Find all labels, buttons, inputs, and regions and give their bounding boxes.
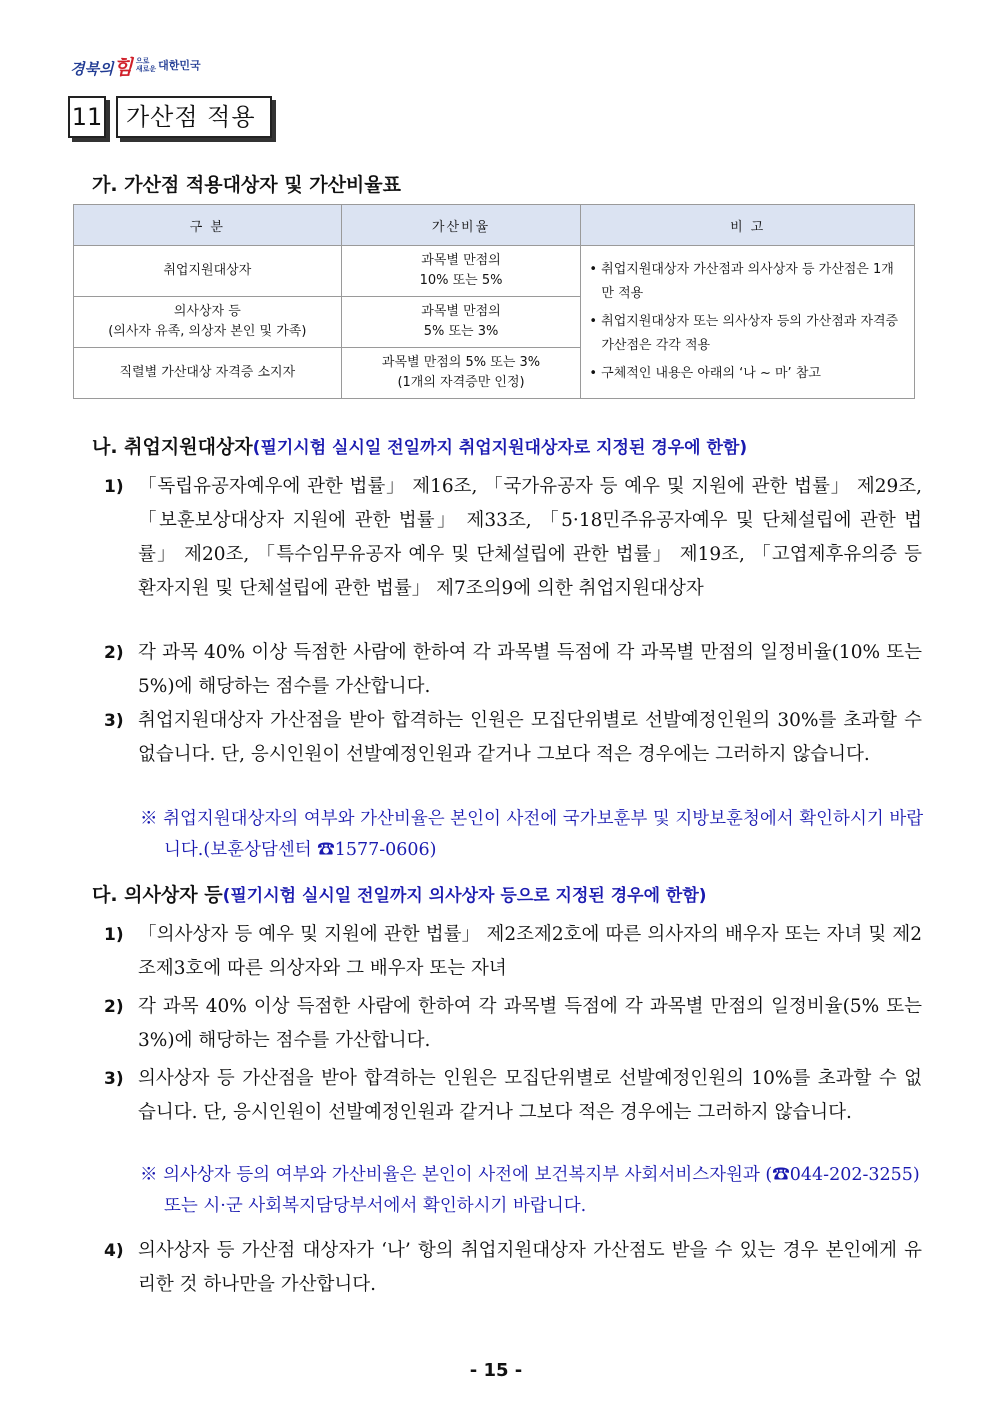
table-cell-category (74, 297, 342, 348)
section-number: 11 (68, 96, 106, 138)
bonus-ratio-table (73, 204, 915, 399)
item-text: 의사상자 등 가산점 대상자가 ‘나’ 항의 취업지원대상자 가산점도 받을 수 있는 경우 본인에게 유리한 것 하나만을 가산합니다. (138, 1240, 922, 1295)
item-number: 3) (104, 711, 124, 731)
page-number: - 15 - (469, 1360, 523, 1381)
list-item (104, 990, 922, 1058)
table-cell-ratio (341, 246, 581, 297)
item-text: 각 과목 40% 이상 득점한 사람에 한하여 각 과목별 득점에 각 과목별 만점의 일정비율(10% 또는 5%)에 해당하는 점수를 가산합니다. (138, 642, 922, 697)
note-item: • 취업지원대상자 가산점과 의사상자 등 가산점은 1개만 적용 (589, 262, 894, 301)
notice-text: ※ 취업지원대상자의 여부와 가산비율은 본인이 사전에 국가보훈부 및 지방보훈청에서 확인하시기 바랍니다.(보훈상담센터 ☎1577-0606) (140, 809, 924, 860)
table-cell-category: 직렬별 가산대상 자격증 소지자 (74, 348, 342, 399)
subsection-b-heading: 나. 취업지원대상자 (92, 436, 253, 458)
header-logo (70, 50, 201, 80)
table-header: 구 분 (74, 205, 342, 246)
subsection-b-title (92, 432, 747, 459)
ratio-line: 과목별 만점의 (421, 304, 501, 319)
table-cell-ratio (341, 348, 581, 399)
list-item (104, 1062, 922, 1130)
item-number: 2) (104, 643, 124, 663)
logo-small-text: 으로 새로운 (135, 57, 157, 73)
list-item (104, 1234, 922, 1302)
item-number: 4) (104, 1241, 124, 1261)
ratio-line: 5% 또는 3% (423, 324, 499, 339)
table-cell-category: 취업지원대상자 (74, 246, 342, 297)
table-header: 비 고 (581, 205, 915, 246)
item-number: 3) (104, 1069, 124, 1089)
note-item: • 취업지원대상자 또는 의사상자 등의 가산점과 자격증 가산점은 각각 적용 (589, 314, 899, 353)
ratio-line: (1개의 자격증만 인정) (397, 375, 525, 390)
note-item: • 구체적인 내용은 아래의 ‘나 ~ 마’ 참고 (589, 366, 821, 381)
logo-korea: 대한민국 (158, 59, 201, 72)
list-item (104, 636, 922, 704)
item-text: 각 과목 40% 이상 득점한 사람에 한하여 각 과목별 득점에 각 과목별 만점의 일정비율(5% 또는 3%)에 해당하는 점수를 가산합니다. (138, 996, 922, 1051)
subsection-b-note: (필기시험 실시일 전일까지 취업지원대상자로 지정된 경우에 한함) (252, 438, 748, 458)
item-text: 「독립유공자예우에 관한 법률」 제16조, 「국가유공자 등 예우 및 지원에 관한 법률」 제29조, 「보훈보상대상자 지원에 관한 법률」 제33조, 「5·18민주유공자예우 및 단체설립에 관한 법률」 제20조, 「특수임무유공자 예우 및 단체설립에 관한 법률」 제19조, 「고엽제후유의증 등 환자지원 및 단체설립에 관한 법률」 제7조의9에 의한 취업지원대상자 (138, 476, 922, 599)
ratio-line: 10% 또는 5% (419, 273, 503, 288)
logo-script: 경북의힘 (70, 54, 133, 79)
item-number: 2) (104, 997, 124, 1017)
list-item (104, 470, 922, 606)
subsection-c-heading: 다. 의사상자 등 (92, 884, 223, 906)
item-number: 1) (104, 925, 124, 945)
table-cell-notes (581, 246, 915, 399)
list-item (104, 918, 922, 986)
ratio-line: 과목별 만점의 5% 또는 3% (381, 355, 541, 370)
table-cell-ratio (341, 297, 581, 348)
item-text: 의사상자 등 가산점을 받아 합격하는 인원은 모집단위별로 선발예정인원의 10%를 초과할 수 없습니다. 단, 응시인원이 선발예정인원과 같거나 그보다 적은 경우에는 그러하지 않습니다. (138, 1068, 922, 1123)
subsection-c-note: (필기시험 실시일 전일까지 의사상자 등으로 지정된 경우에 한함) (222, 886, 707, 906)
section-header (68, 96, 272, 138)
table-header-row (74, 205, 915, 246)
section-title: 가산점 적용 (116, 96, 272, 138)
subsection-a-title: 가. 가산점 적용대상자 및 가산비율표 (92, 174, 401, 196)
notice-text: ※ 의사상자 등의 여부와 가산비율은 본인이 사전에 보건복지부 사회서비스자원과 (☎044-202-3255) 또는 시·군 사회복지담당부서에서 확인하시기 바랍니다. (140, 1165, 920, 1216)
item-number: 1) (104, 477, 124, 497)
category-line: 의사상자 등 (173, 304, 241, 319)
notice-veterans (140, 804, 924, 866)
table-row (74, 246, 915, 297)
item-text: 취업지원대상자 가산점을 받아 합격하는 인원은 모집단위별로 선발예정인원의 30%를 초과할 수 없습니다. 단, 응시인원이 선발예정인원과 같거나 그보다 적은 경우에는 그러하지 않습니다. (138, 710, 922, 765)
notice-casualty (140, 1160, 924, 1222)
table-header: 가산비율 (341, 205, 581, 246)
subsection-c-title (92, 880, 707, 907)
ratio-line: 과목별 만점의 (421, 253, 501, 268)
category-line: (의사자 유족, 의상자 본인 및 가족) (108, 324, 307, 339)
item-text: 「의사상자 등 예우 및 지원에 관한 법률」 제2조제2호에 따른 의사자의 배우자 또는 자녀 및 제2조제3호에 따른 의상자와 그 배우자 또는 자녀 (138, 924, 922, 979)
list-item (104, 704, 922, 772)
